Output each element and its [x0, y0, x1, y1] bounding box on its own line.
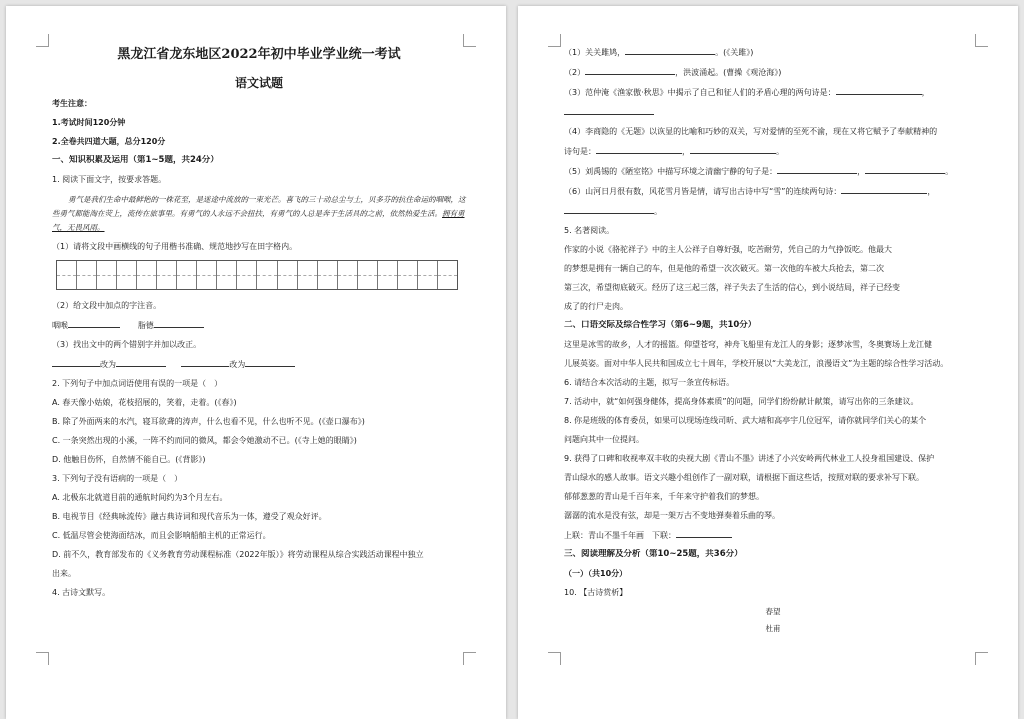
option: D. 前不久，教育部发布的《义务教育劳动课程标准（2022年版）》将劳动课程从综合实践活动课程中独立	[52, 550, 424, 559]
recitation-6: （6）山河日月很有数，风花雪月皆是情，请写出古诗中写“雪”的连续两句诗： ，	[564, 187, 936, 196]
exam-subtitle: 语文试题	[234, 76, 283, 90]
question-5-text: 的梦想是拥有一辆自己的车，但是他的希望一次次破灭。第一次他的车被大兵抢去，第二次	[564, 264, 884, 273]
recitation-2: （2） ，洪波涌起。(曹操《观沧海》)	[564, 68, 782, 77]
question-5: 5. 名著阅读。	[564, 226, 615, 235]
notice-item: 1.考试时间120分钟	[52, 118, 126, 127]
pinyin-answer-row	[52, 319, 466, 331]
question-1-2: （2）给文段中加点的字注音。	[52, 301, 162, 310]
question-9: 9. 获得了口碑和收视率双丰收的央视大剧《青山不墨》讲述了小兴安岭两代林业工人投身祖国建设、保护	[564, 454, 935, 463]
recitation-1: （1）关关雎鸠， 。(《关雎》)	[564, 48, 754, 57]
question-1-1: （1）请将文段中画横线的句子用楷书准确、规范地抄写在田字格内。	[52, 242, 298, 251]
exam-title: 黑龙江省龙东地区2022年初中毕业学业统一考试	[117, 47, 401, 62]
question-6: 6. 请结合本次活动的主题，拟写一条宣传标语。	[564, 378, 735, 387]
answer-blank[interactable]	[564, 205, 654, 214]
answer-blank[interactable]	[116, 358, 166, 367]
section-heading: 二、口语交际及综合性学习（第6~9题，共10分）	[564, 320, 757, 330]
answer-blank[interactable]	[181, 358, 229, 367]
question-1: 1. 阅读下面文字，按要求答题。	[52, 175, 167, 184]
passage-text: 勇气是我们生命中最鲜艳的一株花至，是迷途中流放的一束光芒。喜飞的三十动总尘与土，贝多芬的抗住命运的咽喉，这些勇气都能淘在荧上，流传在旅事里。有勇气的人永远不会扭扶，有勇气的人总	[52, 195, 466, 218]
section-heading: 三、阅读理解及分析（第10~25题，共36分）	[564, 549, 743, 559]
part-heading: （一）（共10分）	[564, 569, 628, 578]
answer-blank[interactable]	[52, 358, 100, 367]
tianzige-writing-grid[interactable]	[56, 260, 458, 290]
option: B. 除了外面两来的水汽，寝耳欲聋的涛声，什么也看不见，什么也听不见。(《壶口瀑布》)	[52, 417, 365, 426]
option: A. 北极东北就道目前的通航时间约为3个月左右。	[52, 493, 228, 502]
question-9-cont: 潺潺的流水是没有弦，却是一架万古不变地弹奏着乐曲的琴。	[564, 511, 780, 520]
poem-title: 春望	[765, 607, 781, 616]
couplet-answer-row: 上联：青山不墨千年画 下联：	[564, 529, 982, 541]
crop-mark	[36, 652, 49, 665]
question-8-cont: 问题向其中一位提问。	[564, 435, 644, 444]
correction-answer-row	[52, 358, 466, 370]
document-page-right	[518, 6, 1018, 719]
question-3: 3. 下列句子没有语病的一项是（ ）	[52, 474, 183, 483]
crop-mark	[548, 34, 561, 47]
question-10: 10. 【古诗赏析】	[564, 588, 628, 597]
reading-passage	[52, 193, 466, 235]
answer-blank[interactable]	[865, 165, 945, 174]
answer-blank[interactable]	[841, 185, 927, 194]
answer-blank[interactable]	[245, 358, 295, 367]
page-content	[52, 46, 466, 606]
poem-author: 杜甫	[765, 624, 781, 633]
answer-blank[interactable]	[690, 145, 776, 154]
question-4: 4. 古诗文默写。	[52, 588, 111, 597]
page-content	[564, 46, 982, 640]
answer-blank[interactable]	[564, 106, 654, 115]
underlined-sentence: 拥有勇气，无畏风雨。	[52, 209, 465, 232]
recitation-3: （3）范仲淹《渔家傲·秋思》中揭示了自己和征人们的矛盾心理的两句诗是： ，	[564, 88, 930, 97]
recitation-3-cont	[564, 106, 982, 118]
option: B. 电视节目《经典咏流传》融古典诗词和现代音乐为一体，遵受了观众好评。	[52, 512, 327, 521]
option: C. 低温尽管会使海面结冰，而且会影响船舶主机的正常运行。	[52, 531, 271, 540]
question-2: 2. 下列句子中加点词语使用有误的一项是（ ）	[52, 379, 223, 388]
recitation-5: （5）刘禹锡的《陋室铭》中描写环境之清幽宁静的句子是： ， 。	[564, 167, 954, 176]
answer-blank[interactable]	[154, 319, 204, 328]
answer-blank[interactable]	[676, 529, 732, 538]
crop-mark	[36, 34, 49, 47]
question-5-text: 第三次，希望彻底破灭。经历了这三起三落，祥子失去了生活的信心，到小说结局，祥子已经变	[564, 283, 900, 292]
answer-blank[interactable]	[585, 66, 675, 75]
section-heading: 一、知识积累及运用（第1~5题，共24分）	[52, 155, 219, 165]
pinyin-word: 脂德	[137, 321, 154, 330]
correction-label: 改为	[229, 360, 246, 369]
option: C. 一条突然出现的小溪，一阵不约而同的微风，都会令她激动不已。(《寺上她的眼睛》)	[52, 436, 357, 445]
question-1-3: （3）找出文中的两个错别字并加以改正。	[52, 340, 202, 349]
answer-blank[interactable]	[836, 86, 922, 95]
section-intro: 这里是冰雪的故乡，人才的摇篮。仰望苍穹，神舟飞船里有龙江人的身影；逐梦冰雪，冬奥赛场上龙江健	[564, 340, 932, 349]
question-5-text: 成了的行尸走肉。	[564, 302, 628, 311]
question-7: 7. 活动中，就“如何强身健体，提高身体素质”的问题，同学们纷纷献计献策，请写出你的三条建议。	[564, 397, 919, 406]
passage-text: 是奔于生活具的之前，依然热爱生活。	[314, 209, 442, 218]
option-continued: 出来。	[52, 569, 76, 578]
recitation-4-cont: 诗句是： ， 。	[564, 147, 784, 156]
answer-blank[interactable]	[596, 145, 682, 154]
notice-item: 2.全卷共四道大题，总分120分	[52, 137, 166, 146]
question-5-text: 作家的小说《骆驼祥子》中的主人公祥子自尊好强，吃苦耐劳，凭自己的力气挣饭吃。他最大	[564, 245, 892, 254]
question-9-cont: 青山绿水的感人故事。语文兴趣小组创作了一副对联，请根据下面这些话，按照对联的要求补写下联。	[564, 473, 924, 482]
correction-label: 改为	[100, 360, 116, 369]
pinyin-word: 咽喉	[52, 321, 68, 330]
recitation-6-cont: 。	[564, 205, 982, 217]
crop-mark	[548, 652, 561, 665]
answer-blank[interactable]	[777, 165, 857, 174]
option: D. 他触目伤怀，自然情不能自已。(《背影》)	[52, 455, 206, 464]
recitation-4: （4）李商隐的《无题》以诙显的比喻和巧妙的双关，写对爱情的至死不渝，现在又将它赋予了奉献精神的	[564, 127, 938, 136]
crop-mark	[975, 652, 988, 665]
question-8: 8. 你是班级的体育委员，如果可以现场连线司昕、武大靖和高亭宇几位冠军，请你就同学们关心的某个	[564, 416, 927, 425]
document-page-left	[6, 6, 506, 719]
crop-mark	[463, 652, 476, 665]
answer-blank[interactable]	[68, 319, 120, 328]
notice-heading: 考生注意：	[52, 99, 92, 108]
answer-blank[interactable]	[625, 46, 715, 55]
option: A. 春天像小姑娘，花枝招展的，笑着，走着。(《春》)	[52, 398, 237, 407]
question-9-cont: 郁郁葱葱的青山是千百年来，千年来守护着我们的梦想。	[564, 492, 764, 501]
section-intro: 儿展英姿。面对中华人民共和国成立七十周年，学校开展以“大美龙江，浪漫语文”为主题的综合性学习活动。	[564, 359, 949, 368]
